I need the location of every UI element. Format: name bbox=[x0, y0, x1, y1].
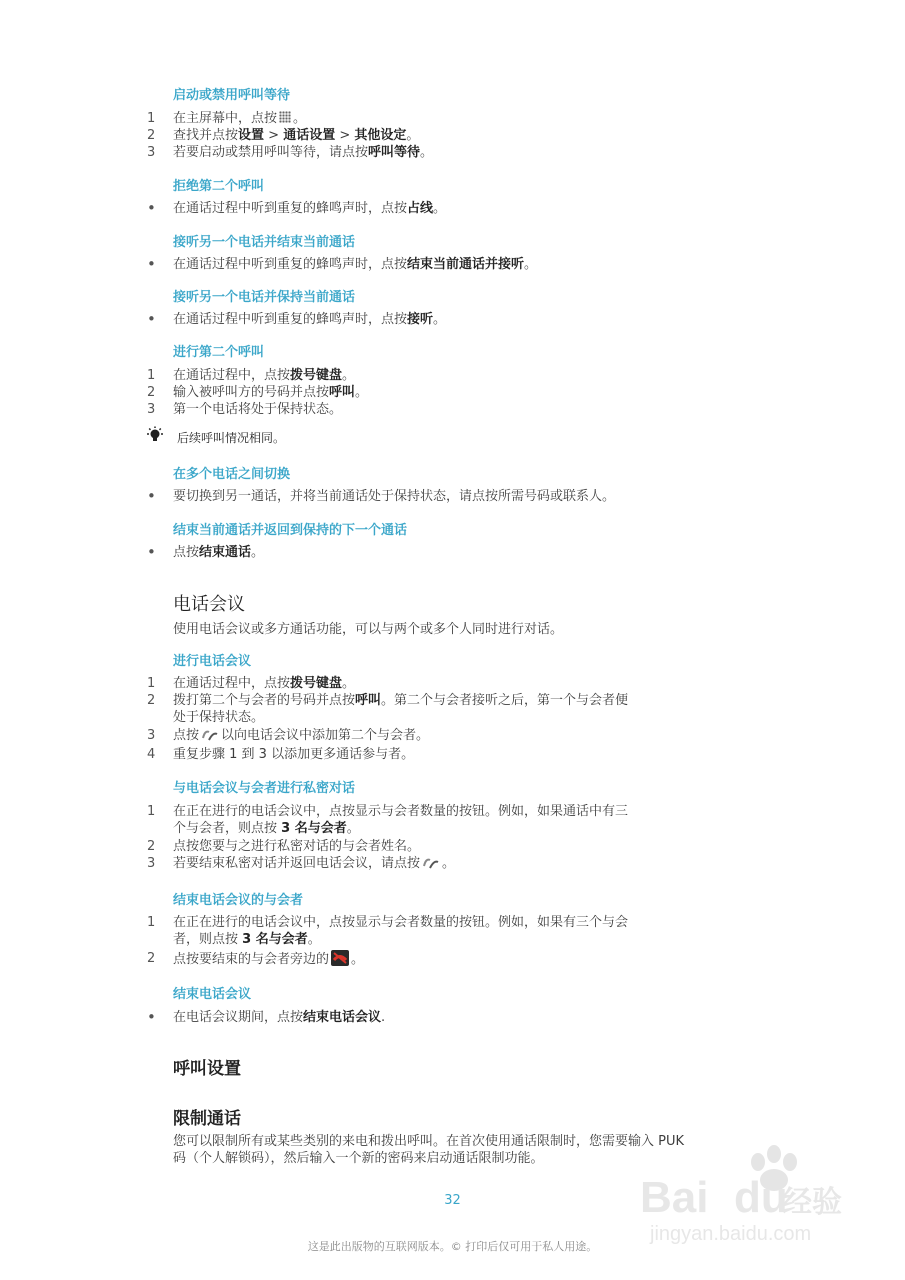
sec-answer-hold-title: 接听另一个电话并保持当前通话 bbox=[173, 290, 356, 305]
svg-text:Bai: Bai bbox=[640, 1173, 709, 1222]
end-participant-icon bbox=[331, 950, 349, 971]
sec-end-conf-title: 结束电话会议 bbox=[173, 987, 252, 1002]
sec-private-title: 与电话会议与会者进行私密对话 bbox=[173, 781, 356, 796]
page-number: 32 bbox=[444, 1193, 461, 1208]
list-item: 1 在正在进行的电话会议中，点按显示与会者数量的按钮。例如，如果通话中有三 个与会者，则点按 3 名与会者。 bbox=[147, 804, 629, 836]
lightbulb-tip-icon bbox=[145, 426, 165, 448]
baidu-watermark bbox=[640, 1140, 850, 1250]
list-item: 1 在通话过程中，点按拨号键盘。 bbox=[147, 368, 356, 383]
footer-note: 这是此出版物的互联网版本。© 打印后仅可用于私人用途。 bbox=[307, 1240, 598, 1253]
list-item: 1 在通话过程中，点按拨号键盘。 bbox=[147, 676, 356, 691]
svg-text:jingyan.baidu.com: jingyan.baidu.com bbox=[650, 1223, 812, 1245]
list-item: 3 若要启动或禁用呼叫等待，请点按呼叫等待。 bbox=[147, 145, 434, 160]
list-item: • 要切换到另一通话，并将当前通话处于保持状态，请点按所需号码或联系人。 bbox=[147, 487, 616, 505]
sec-reject-title: 拒绝第二个呼叫 bbox=[173, 179, 265, 194]
sec-end-participant-title: 结束电话会议的与会者 bbox=[173, 893, 304, 908]
conference-intro: 使用电话会议或多方通话功能，可以与两个或多个人同时进行对话。 bbox=[173, 622, 564, 637]
list-item: 2 拨打第二个与会者的号码并点按呼叫。第二个与会者接听之后，第一个与会者便 处于保持状态。 bbox=[147, 693, 629, 725]
list-item: 3 点按 以向电话会议中添加第二个与会者。 bbox=[147, 727, 717, 747]
list-item: 2 查找并点按设置 > 通话设置 > 其他设定。 bbox=[147, 128, 420, 143]
tip-text: 后续呼叫情况相同。 bbox=[177, 431, 286, 445]
sec-call-waiting-title: 启动或禁用呼叫等待 bbox=[173, 88, 291, 103]
list-item: 2 输入被呼叫方的号码并点按呼叫。 bbox=[147, 385, 369, 400]
merge-calls-icon bbox=[201, 728, 219, 747]
list-item: 4 重复步骤 1 到 3 以添加更多通话参与者。 bbox=[147, 747, 415, 762]
apps-grid-icon bbox=[279, 111, 291, 123]
svg-text:du: du bbox=[734, 1173, 788, 1222]
list-item: • 在通话过程中听到重复的蜂鸣声时，点按结束当前通话并接听。 bbox=[147, 255, 538, 273]
list-item: • 在电话会议期间，点按结束电话会议. bbox=[147, 1008, 386, 1026]
restrict-paragraph: 您可以限制所有或某些类别的来电和拨出呼叫。在首次使用通话限制时，您需要输入 PUK 码（个人解锁码），然后输入一个新的密码来启动通话限制功能。 bbox=[173, 1134, 685, 1166]
list-item: • 在通话过程中听到重复的蜂鸣声时，点按占线。 bbox=[147, 199, 447, 217]
conference-heading: 电话会议 bbox=[173, 594, 245, 615]
merge-calls-icon bbox=[422, 856, 440, 875]
sec-second-call-title: 进行第二个呼叫 bbox=[173, 345, 265, 360]
restrict-calls-heading: 限制通话 bbox=[173, 1109, 241, 1129]
list-item: 2 点按要结束的与会者旁边的 。 bbox=[147, 950, 717, 971]
list-item: 3 若要结束私密对话并返回电话会议，请点按 。 bbox=[147, 855, 717, 875]
list-item: 3 第一个电话将处于保持状态。 bbox=[147, 402, 343, 417]
list-item: • 点按结束通话。 bbox=[147, 543, 265, 561]
sec-answer-end-title: 接听另一个电话并结束当前通话 bbox=[173, 235, 356, 250]
list-item: 1 在主屏幕中，点按 。 bbox=[147, 111, 307, 126]
call-settings-heading: 呼叫设置 bbox=[173, 1059, 241, 1079]
sec-make-conf-title: 进行电话会议 bbox=[173, 654, 252, 669]
sec-switch-title: 在多个电话之间切换 bbox=[173, 467, 291, 482]
list-item: • 在通话过程中听到重复的蜂鸣声时，点按接听。 bbox=[147, 310, 447, 328]
list-item: 1 在正在进行的电话会议中，点按显示与会者数量的按钮。例如，如果有三个与会 者，则点按 3 名与会者。 bbox=[147, 915, 629, 947]
sec-end-current-title: 结束当前通话并返回到保持的下一个通话 bbox=[173, 523, 408, 538]
svg-text:经验: 经验 bbox=[782, 1185, 842, 1220]
list-item: 2 点按您要与之进行私密对话的与会者姓名。 bbox=[147, 839, 421, 854]
